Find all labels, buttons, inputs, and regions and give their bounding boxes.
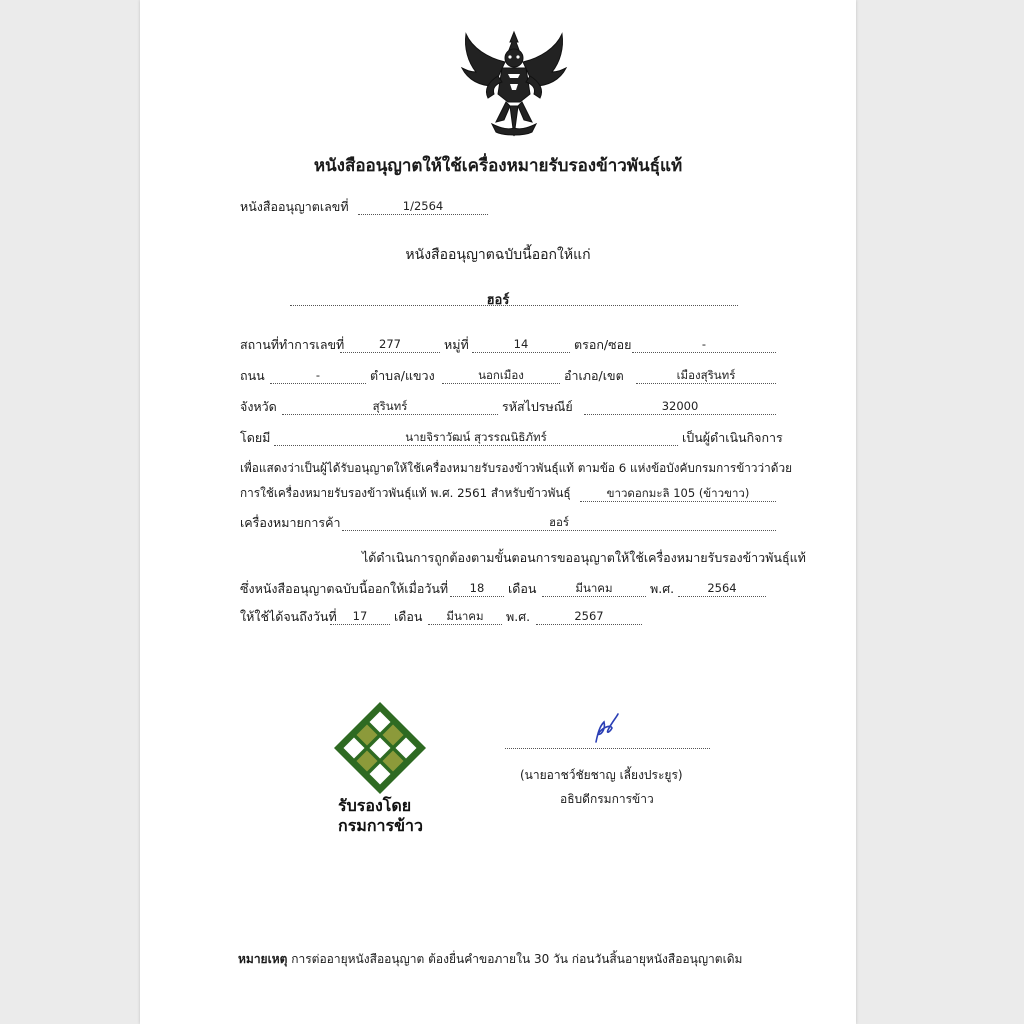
valid-month-value: มีนาคม (428, 608, 502, 625)
province-value: สุรินทร์ (282, 398, 498, 415)
remark-label: หมายเหตุ (238, 952, 288, 966)
postcode-label: รหัสไปรษณีย์ (502, 399, 573, 414)
place-no-label: สถานที่ทำการเลขที่ (240, 337, 345, 352)
moo-value: 14 (472, 336, 570, 353)
valid-until-prefix: ให้ใช้ได้จนถึงวันที่ (240, 609, 337, 624)
subdistrict-value: นอกเมือง (442, 367, 560, 384)
logo-text-line-2: กรมการข้าว (338, 816, 423, 835)
postcode-value: 32000 (584, 398, 776, 415)
license-number-value: 1/2564 (358, 198, 488, 215)
soi-value: - (632, 336, 776, 353)
valid-day-value: 17 (330, 608, 390, 625)
issue-year-value: 2564 (678, 580, 766, 597)
handwritten-signature-icon (588, 712, 622, 746)
valid-year-label: พ.ศ. (506, 609, 531, 624)
place-no-value: 277 (340, 336, 440, 353)
soi-label: ตรอก/ซอย (574, 337, 632, 352)
signatory-name: (นายอาชว์ชัยชาญ เลี้ยงประยูร) (520, 768, 683, 782)
operator-role-text: เป็นผู้ดำเนินกิจการ (682, 430, 783, 445)
road-label: ถนน (240, 368, 265, 383)
body-line-1: เพื่อแสดงว่าเป็นผู้ได้รับอนุญาตให้ใช้เครื่องหมายรับรองข้าวพันธุ์แท้ ตามข้อ 6 แห่งข้อบังคับกรมการข้าวว่าด้วย (240, 461, 793, 475)
valid-month-label: เดือน (394, 609, 423, 624)
issue-date-prefix: ซึ่งหนังสืออนุญาตฉบับนี้ออกให้เมื่อวันที่ (240, 581, 449, 596)
remark (238, 950, 742, 969)
body-line-2: การใช้เครื่องหมายรับรองข้าวพันธุ์แท้ พ.ศ. 2561 สำหรับข้าวพันธุ์ (240, 486, 571, 500)
certificate-paper (140, 0, 856, 1024)
valid-year-value: 2567 (536, 608, 642, 625)
license-holder-name: ฮอร์ (486, 293, 510, 308)
trademark-label: เครื่องหมายการค้า (240, 515, 341, 530)
garuda-emblem-icon (458, 28, 570, 140)
document-title: หนังสืออนุญาตให้ใช้เครื่องหมายรับรองข้าวพันธุ์แท้ (313, 156, 683, 176)
subdistrict-label: ตำบล/แขวง (370, 368, 435, 383)
rice-variety-value: ขาวดอกมะลิ 105 (ข้าวขาว) (580, 485, 776, 502)
procedure-text: ได้ดำเนินการถูกต้องตามขั้นตอนการขออนุญาตให้ใช้เครื่องหมายรับรองข้าวพันธุ์แท้ (362, 550, 806, 565)
issue-month-value: มีนาคม (542, 580, 646, 597)
holder-underline (290, 305, 738, 306)
signature-line (505, 748, 710, 749)
issue-month-label: เดือน (508, 581, 537, 596)
operator-label: โดยมี (240, 430, 271, 445)
issue-year-label: พ.ศ. (650, 581, 675, 596)
district-value: เมืองสุรินทร์ (636, 367, 776, 384)
issue-day-value: 18 (450, 580, 504, 597)
logo-text-line-1: รับรองโดย (338, 796, 412, 815)
road-value: - (270, 367, 366, 384)
province-label: จังหวัด (240, 399, 277, 414)
signatory-position: อธิบดีกรมการข้าว (560, 792, 654, 806)
rice-department-logo-icon (332, 700, 428, 796)
operator-value: นายจิราวัฒน์ สุวรรณนิธิภัทร์ (274, 429, 678, 446)
district-label: อำเภอ/เขต (564, 368, 624, 383)
remark-text: การต่ออายุหนังสืออนุญาต ต้องยื่นคำขอภายใน 30 วัน ก่อนวันสิ้นอายุหนังสืออนุญาตเดิม (287, 952, 743, 966)
license-number-label: หนังสืออนุญาตเลขที่ (240, 199, 349, 214)
moo-label: หมู่ที่ (444, 337, 469, 352)
trademark-value: ฮอร์ (342, 514, 776, 531)
issued-to-heading: หนังสืออนุญาตฉบับนี้ออกให้แก่ (405, 247, 591, 263)
